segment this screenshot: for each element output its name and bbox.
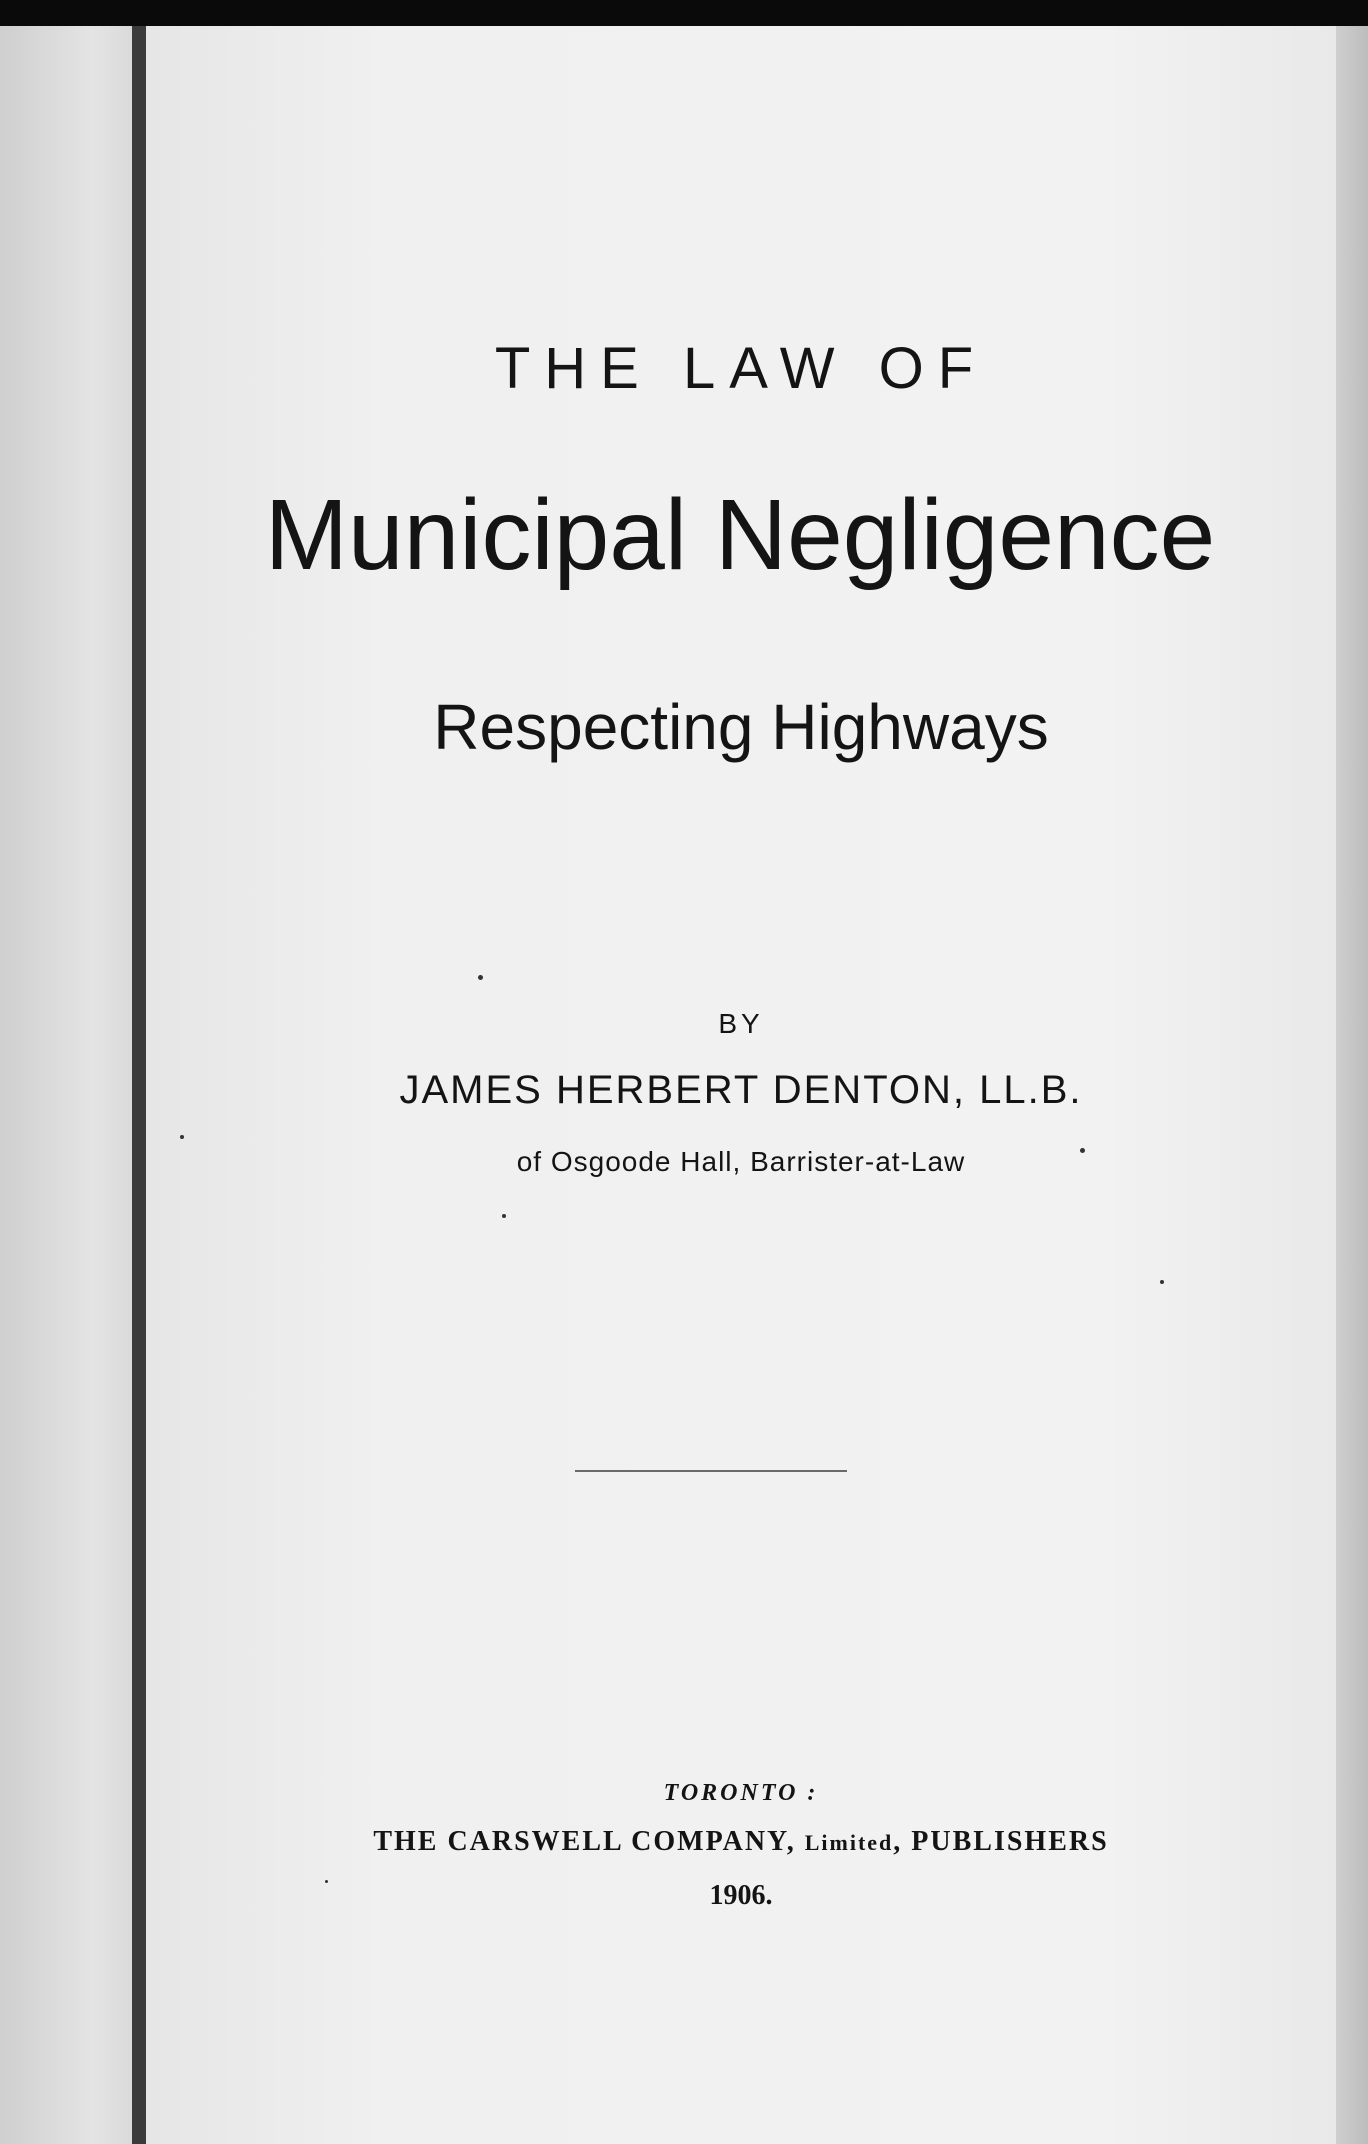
book-gutter — [132, 26, 146, 2144]
divider-rule — [575, 1470, 847, 1472]
title-heading: THE LAW OF — [494, 336, 988, 401]
author-affiliation: of Osgoode Hall, Barrister-at-Law — [516, 1146, 966, 1177]
publisher-limited: Limited — [804, 1830, 894, 1855]
left-page-edge — [0, 26, 132, 2144]
publisher-name: THE CARSWELL COMPANY, — [373, 1826, 805, 1857]
imprint-city: TORONTO : — [663, 1780, 819, 1806]
by-label: BY — [718, 1008, 764, 1039]
scan-speck — [478, 975, 483, 980]
scan-speck — [1080, 1148, 1085, 1153]
scan-top-border — [0, 0, 1368, 26]
book-subtitle: Respecting Highways — [433, 691, 1049, 763]
scan-speck — [180, 1135, 184, 1139]
scan-speck — [1160, 1280, 1164, 1284]
imprint-publisher — [146, 1826, 1336, 1858]
imprint-year: 1906. — [709, 1880, 773, 1911]
scan-speck — [502, 1214, 506, 1218]
book-title: Municipal Negligence — [264, 479, 1216, 591]
scan-speck — [325, 1880, 328, 1883]
author-name: JAMES HERBERT DENTON, LL.B. — [399, 1068, 1083, 1112]
right-page-edge — [1336, 26, 1368, 2144]
publisher-role: , PUBLISHERS — [893, 1826, 1109, 1857]
